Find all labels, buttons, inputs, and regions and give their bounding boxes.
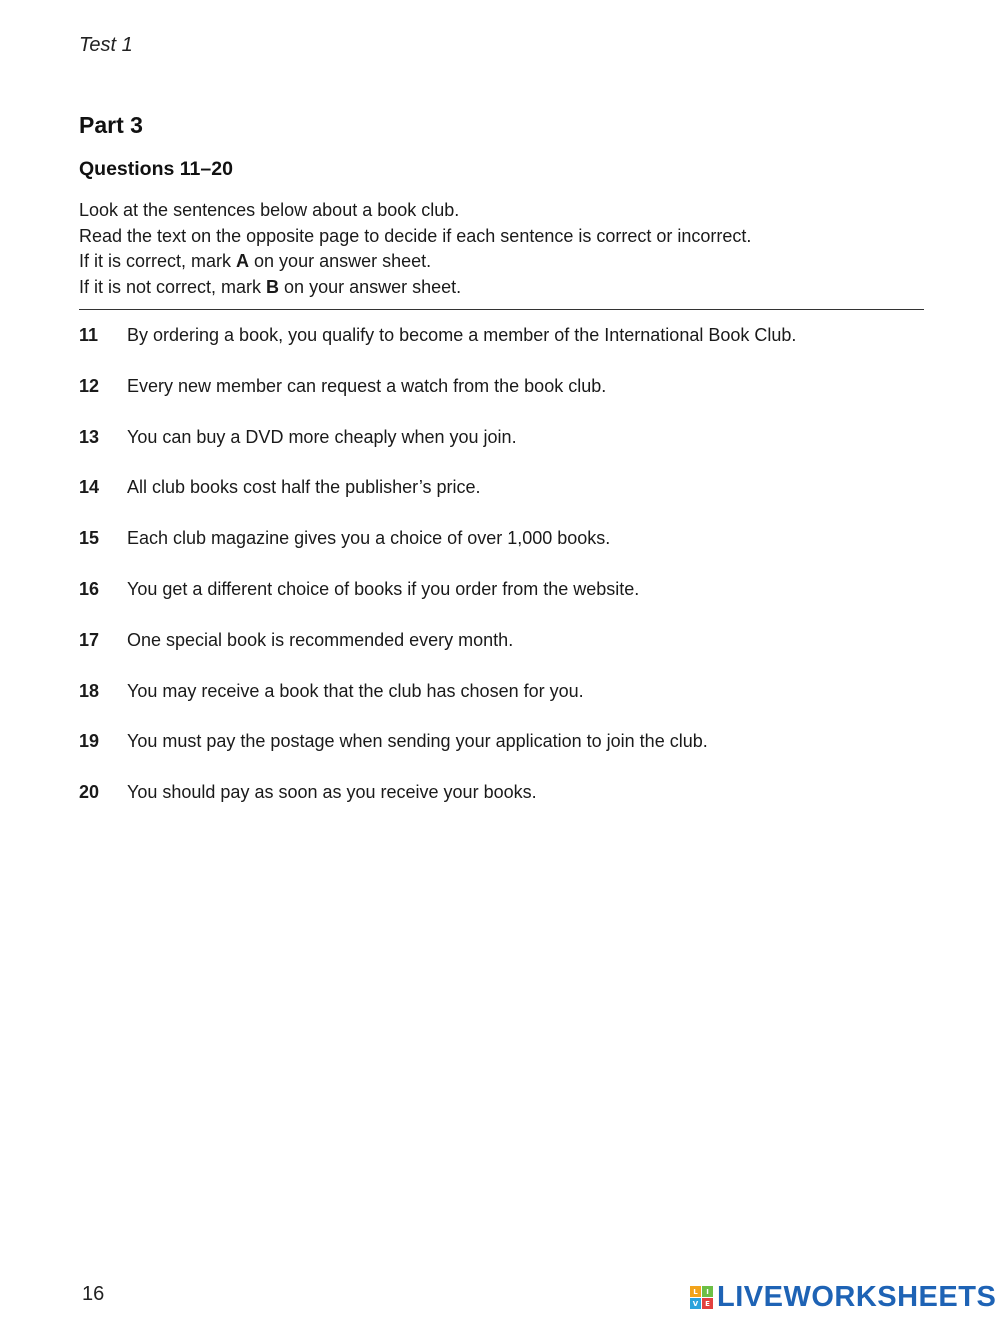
question-item — [79, 681, 939, 732]
instructions — [79, 198, 751, 300]
liveworksheets-logo-icon — [690, 1286, 713, 1309]
question-item — [79, 528, 939, 579]
question-item — [79, 325, 939, 376]
question-text: You may receive a book that the club has chosen for you. — [127, 680, 584, 701]
question-text: All club books cost half the publisher’s price. — [127, 477, 481, 498]
instruction-line: If it is correct, mark A on your answer sheet. — [79, 251, 432, 271]
question-number: 17 — [79, 629, 100, 650]
logo-tile: I — [702, 1286, 713, 1297]
question-number: 20 — [79, 782, 100, 803]
question-item — [79, 477, 939, 528]
part-title: Part 3 — [79, 112, 143, 138]
question-text: Every new member can request a watch from the book club. — [127, 375, 607, 396]
instruction-line: Read the text on the opposite page to decide if each sentence is correct or incorrect. — [79, 225, 752, 246]
question-text: You must pay the postage when sending your application to join the club. — [127, 731, 708, 752]
test-label: Test 1 — [79, 34, 133, 56]
instruction-line: If it is not correct, mark B on your answer sheet. — [79, 276, 462, 297]
question-number: 13 — [79, 426, 100, 447]
question-item — [79, 579, 939, 630]
question-text: By ordering a book, you qualify to become a member of the International Book Club. — [127, 325, 797, 345]
divider-line — [79, 309, 924, 310]
question-number: 11 — [79, 325, 99, 345]
question-item — [79, 630, 939, 681]
question-item — [79, 782, 939, 833]
question-number: 14 — [79, 477, 100, 498]
logo-tile: V — [690, 1298, 701, 1309]
question-text: You can buy a DVD more cheaply when you join. — [127, 426, 517, 447]
question-text: You should pay as soon as you receive your books. — [127, 782, 537, 803]
question-item — [79, 427, 939, 478]
question-item — [79, 376, 939, 427]
question-text: One special book is recommended every month. — [127, 629, 514, 650]
liveworksheets-brand[interactable] — [690, 1281, 996, 1314]
question-number: 16 — [79, 578, 100, 599]
answer-option-a: A — [236, 251, 250, 271]
answer-option-b: B — [266, 276, 280, 297]
logo-tile: E — [702, 1298, 713, 1309]
question-number: 19 — [79, 731, 100, 752]
question-list — [79, 325, 939, 833]
question-number: 15 — [79, 528, 100, 549]
question-number: 18 — [79, 680, 100, 701]
brand-wordmark: LIVEWORKSHEETS — [717, 1281, 997, 1313]
logo-tile: L — [690, 1286, 701, 1297]
question-number: 12 — [79, 375, 100, 396]
question-text: You get a different choice of books if you order from the website. — [127, 578, 640, 599]
questions-range-heading: Questions 11–20 — [79, 158, 233, 180]
page-number: 16 — [82, 1283, 105, 1305]
instruction-line: Look at the sentences below about a book club. — [79, 200, 460, 220]
question-text: Each club magazine gives you a choice of over 1,000 books. — [127, 528, 611, 549]
question-item — [79, 731, 939, 782]
